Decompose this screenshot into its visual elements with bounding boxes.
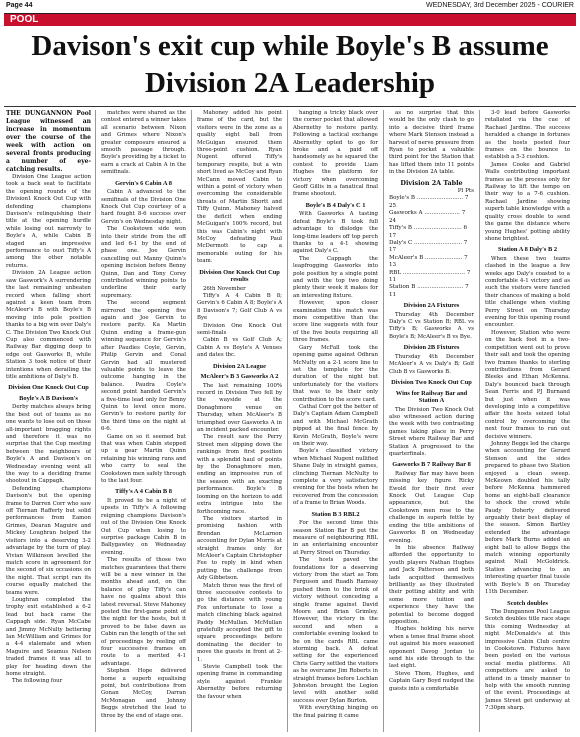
paragraph: The following four: [12, 678, 63, 685]
column-2: [101, 110, 186, 732]
paragraph: Thursday 4th December Daly's C vs Station B; RBL vs Tiffy's B; Gasworks A vs Boyle's B; McAleer's B vs Bye.: [389, 311, 474, 340]
section-title: POOL: [10, 14, 39, 25]
paragraph: 3-0 lead before Gasworks retaliated via the cue of Rachael Jardine. The success heralded a change in fortunes as the hosts posted four frames on the bounce to establish a 5-3 cushion.: [485, 110, 570, 161]
subheading: Division 2A League: [213, 362, 266, 370]
paragraph: However, upon closer examination this match was more competitive than the score line suggests with four of the five bouts requiring all three frames.: [293, 300, 378, 344]
page-number: Page 44: [6, 2, 33, 9]
table-row: Gasworks A .................... 7 24: [389, 210, 466, 224]
paragraph: Division 2A League action saw Gaswork's A surrendering the last remaining unbeaten record when falling short against a keen team from McAleer's B with Boyle's B moving into pole position thanks to a big win over Daly's C. The Division Two Knock Out Cup also commenced with Railway Bar digging deep to edge out Gasworks B, while Station 3 took notice of their intentions when derailing the title ambitions of Daly's B.: [6, 270, 91, 380]
column-3: [197, 110, 282, 732]
league-table: [389, 180, 474, 300]
paragraph: Loughran completed the trophy exit established a 6-2 lead but back came the Cappagh side. Ryan McCabe and Jimmy McNulty bettering Ian McWilliam and Grimes for a 4-4 stalemate and when Maguire and Seamus Nelson traded frames it was all to play for heading down the home straight.: [6, 596, 91, 677]
subheading: Gervin's 6 Cabin A 8: [115, 179, 172, 187]
subheading: Division One Knock Out Cup: [8, 384, 89, 392]
paragraph: In his absence Railway afforded the opportunity to youth players Nathan Hughes and Jack Patterson and both lads acquitted themselves brilliantly as they illustrated their potting ability and with some more tuition and experience they have the potential to become dogged opposition.: [389, 544, 474, 625]
subheading: Gasworks B 7 Railway Bar 8: [392, 461, 471, 469]
subheading: Station B 3 RBL2: [311, 510, 360, 518]
subheading: Tiffy's A 4 Cabin B 8: [115, 488, 172, 496]
table-row: Tiffy's B ........................... 6 17: [389, 225, 468, 239]
column-6: [485, 110, 570, 732]
paragraph: Railway Bar may have been missing key figure Ricky Ewold for their first ever Knock Out League Cup appearance, but the Cookstown men rose to the challenge in superb fettle by ending the title ambitions of Gasworks B on Wednesday evening.: [389, 470, 474, 544]
paragraph: The second segment mirrored the opening five again and Joe Gervin to restore parity. Ka Martin Quinn ending a frame-gun winning sequence for Gervin's after Paudies Coyle, Gervin, Philip Gervin and Conal Gervin had all mustered valuable points to leave the outcome hanging in the balance. Paudra Coyle's second point handed Gervin's a five-time lead only for Benny Quinn to level once more. Gervin's to restore parity for the third time on the night at 6-6.: [101, 300, 186, 433]
paragraph: Boyle's classified victory when Michael Nugent nullified Shane Daly in straight games, clinching Tiernan McNulty to complete a very satisfactory evening for the hosts when he recovered from the concession of a frame to Brian Woods.: [293, 448, 378, 507]
paragraph: The Dungannon Pool League Scotch doubles title race stage this coming Wednesday at night McDonalds's at this impressive Cabin Club centre in Cookstown. Fixtures have been posted on the various social media platforms. All competitors are asked to attend in a timely manner to help with the smooth running of the event. Proceedings at James Street get underway at 7:30pm sharp.: [485, 609, 570, 712]
paragraph: matches were shared as the contest entered a winner takes all scenario between Nixon and Grimes where Nixon's greater composure ensured a smooth passage through. Boyle's providing by a ticket to earn a crack at Cabin A in the semifinals.: [101, 110, 186, 176]
paragraph: The Division Two Knock Out also witnessed action during the week with two contrasting games taking place in Perry Street where Railway Bar and Station A progressed to the quarterfinals.: [389, 406, 474, 457]
lead-paragraph: THE DUNGANNON Pool League witnessed an increase in momentum over the course of the week with action on several fronts producing a number of eye-catching results.: [6, 110, 91, 173]
paragraph: With Gasworks A tasting defeat Boyle's B took full advantage to dislodge the long-time leaders off top perch thanks to a 4-1 showing against Daly's C.: [293, 211, 378, 255]
paragraph: The results of those two matches guarantees that there will be a new winner in the months ahead and, on the balance of play Tiffy's can have no qualms about this latest reversal. Steve Mahoney posted the first-game point of the night for the hosts, but it proved to be false dawn as Cabin ran the length of the set of proceedings by reeling off four successive frames en route to a merited 4-1 advantage.: [101, 557, 186, 667]
paragraph: The Cookstown side won into their stride from the off and led 6-1 by the end of phase one. Joe Gervin cancelling out Manny Quinn's opening incision before Benny Quinn, Dan and Tony Corey contributed winning points to underline their early supremacy.: [101, 226, 186, 299]
paragraph: Gary McFall took the opening game against Odhran McNulty on a 2-1 score line to set the template for the duration of the night but unfortunately for the visitors that was to be their only contribution to the score card.: [293, 344, 378, 403]
column-rule: [191, 110, 192, 732]
page-header: [4, 0, 576, 14]
subheading: Division 2B Fixtures: [403, 344, 460, 352]
paragraph: Cabin A advanced to the semifinals of the Division One Knock Out Cup courtesy of a hard fought 8-6 success over Gervin's on Wednesday night.: [101, 189, 186, 225]
paragraph: For the second time this season Station Bar B put the measure of neighbouring RBL in an entertaining encounter at Perry Street on Thursday.: [293, 520, 378, 556]
paragraph: 26th November: [203, 285, 246, 292]
paragraph: It proved to be a night of upsets in Tiffy's A following reigning champions Davison's out of the Division One Knock Out Cup when losing to surprise package Cabin B in Ballygawley on Wednesday evening.: [101, 497, 186, 556]
paragraph: Hughes holding his nerve when a tense final frame shoot out against his more seasoned opponent Davog Jordan to send his side through to the last eight.: [389, 626, 474, 670]
paragraph: Division One League action took a back seat to facilitate the opening rounds of the Division1 Knock Out Cup with defending champions Davison's relinquishing their title at the opening hurdle while losing out narrowly to Boyle's A, while Cabin B staged an impressive performance to oust Tiffy's A among the other notable returns.: [6, 174, 91, 269]
paragraph: Thursday 4th December McAleer's A vs Daly's B; Golf Club B vs Gasworks B.: [389, 353, 474, 375]
subheading: Boyle's B 4 Daly's C 1: [305, 201, 366, 209]
paragraph: The hosts paved the foundations for a deserving victory from the start as Tom Ferguson and Ruadh Ramsay pushed them to the brink of victory without conceding a single frame against David Moore and Brian Grimley. However, the victory in the second and when a comfortable evening looked to be on the cards RBL came storming back. A defeat setting for the experienced Chris Garry settled the visitors as he overcame Jim Roberts in straight frames before Lochlan Johnston brought the Legion level with another solid success over Dylan Burton.: [293, 557, 378, 704]
paragraph: Cathal Corr got the better of Daly's Captain Adam Campbell and with Michael McGrath pipped at the final fence by Kevin McGrath, Boyle's were on their way.: [293, 403, 378, 447]
paragraph: Mahoney added his point frame of the card, but the visitors were in the zone as a quality eight ball from McGuigan ensured them three-point cushion. Ryan Nugent offered Tiffy's temporary respite, but a win short lived as McCoy and Ryan McCann moved Cabin to within a point of victory when overcoming the considerable threats of Martin Shortt and Tiffy Quinn. Mahoney halved the deficit when ending McGuigan's 100% record, but this was Cabin's night with McCoy defeating Paul McDermott to cap a memorable outing for his team.: [197, 110, 282, 265]
paragraph: Division One Knock Out semi-finals: [197, 322, 282, 336]
paragraph: Match three was the first of three successive contests to go the distance with young Fox unfortunate to lose a match clinching black against Paddy McMullan. McMullan gratefully accepted the gift to square proceedings before dominating the decider to move the guests in front at 2-1.: [197, 582, 282, 663]
paragraph: The Cappagh the leapfrogging Gasworks into pole position by a single point and with the top two doing plenty their week it makes for an interesting fixture.: [293, 255, 378, 299]
paragraph: Steve Thom, Hughes, and Captain Gary Boyd nudged the guests into a comfortable: [389, 670, 474, 692]
paragraph: James Cooke and Gabriel Walls contributing important frames as the process only for Railway to lift the tempo on their way to a 7-6 cushion. Rachael Jardine showing superb table knowledge with a quality cross double to send the game the distance where young Hughes' potting ability shone brightest.: [485, 161, 570, 242]
section-banner: [4, 14, 576, 26]
table-header: Pl Pts: [457, 188, 474, 195]
article-body: [4, 110, 576, 732]
paragraph: The last remaining 100% record in Division Two fell by the wayside at the Donaghmore venue on Thursday, when McAleer's B triumphed over Gasworks A in an incident packed encounter.: [197, 382, 282, 434]
paragraph: When these two teams clashed in the league a few weeks ago Daly's coasted to a comfortable 4-1 victory and as such the visitors were fancied their chances of making a bold title challenge when visiting Perry Street on Thursday evening for this opening round encounter.: [485, 255, 570, 329]
paragraph: as no surprise that this would be the only clash to go into a decisive third frame where Mark Stenson instead a harvest of nerve pressure from Ryan to pocket a valuable third point for the Station that has lifted them into 11 points in the Division 2A table.: [389, 110, 474, 176]
table-row: RBL ................................... 7 11: [389, 269, 471, 283]
subheading: Wins for Railway Bar and Station A: [395, 389, 468, 404]
subheading: Boyle's A B Davison's: [19, 394, 78, 402]
table-row: Boyle's B .......................... 7 25: [389, 195, 469, 209]
column-rule: [95, 110, 96, 732]
subheading: Station A 8 Daly's B 2: [497, 246, 558, 254]
subheading: Division 2A Fixtures: [403, 302, 460, 310]
paragraph: hanging a tricky black over the corner pocket that allowed Abernethy to restore parity. Following a tactical exchange Abernethy opted to go for broke and a paid off handsomely as he squared the contest to provide Liam Hughes the platform for victory when overcoming Geoff Gillis in a fanatical final frame shootout.: [293, 110, 378, 198]
paragraph: The visitors started in promising fashion with Brendan McLarnon accounting for Dylan Morris at straight frames only for McAleer's Captain Christopher Fee to reply in kind when putting the challenge from Ady Gibbetson.: [197, 515, 282, 582]
table-row: McAleer's B ..................... 7 13: [389, 254, 468, 269]
subheading: Scotch doubles: [507, 599, 548, 607]
paragraph: Defending champions Davison's but the opening frame to Darren Corr who saw off Tiernan Rafferty but solid performances from Eamon Grimes, Dearan Maguire and Mickey Loughran helped the visitors into a deserving 3-2 advantage by the turn of play. Vivian Wilkinson levelled the match score in agreement for the second of six occasions on the night. That script ran its course equally matched the teams were.: [6, 485, 91, 596]
paragraph: Stevie Campbell took the opening frame in commanding style against Frankie Abernethy before returning the favour when: [197, 664, 282, 700]
paragraph: Cabin B vs Golf Club A; Cabin A vs Boyle's A Venues and dates tbc.: [197, 337, 282, 359]
table-title: Division 2A Table: [400, 178, 463, 187]
paragraph: Stephen Hope delivered home a superb equalising point, but contributions from Gonan McCoy, Darran McMonagan and Johnny Beggs stretched the lead to three by the end of stage one.: [101, 668, 186, 719]
paragraph: With everything hinging on the final pairing it came: [293, 705, 378, 719]
column-rule: [287, 110, 288, 732]
subheading: Division One Knock Out Cup results: [199, 268, 280, 284]
subheading: McAleer's B 3 Gasworks A 2: [200, 373, 279, 381]
paragraph: Johnny Beggs led the charge when accounting for Gerard Stenson and the sides prepared to phase two Station enjoyed a clean sweep. McKeown doubled his tally before McKenna hammered home an eight-ball clearance to shock the crowd while Paudy Doherty delivered arguably their best display of the season. Simon Bartley extended the advantage before Mark Burns added an eight ball to allow Beggs the match winning opportunity against Niall McGoldrick. Station advancing to an interesting quarter final tussle with Boyle's B on Thursday 11th December.: [485, 440, 570, 596]
column-rule: [383, 110, 384, 732]
paragraph: However, Station who were on the back foot in a two-competition went out to prove their salt and took the opening two frames thanks to sterling contributions from Gerard Bleeks and Ethan McKenna. Daly's bounced back through Sean Ferris and PJ Burnand but just when it was developing into a competitive affair the hosts seized total control by overcoming the next four frames to run out decisive winners.: [485, 329, 570, 440]
table-row: Daly's C ........................... 7 17: [389, 239, 468, 254]
column-4: [293, 110, 378, 732]
paragraph: Derby matches always bring the best out of teams as no one wants to lose out on those all-important bragging rights and therefore it was no surprise that the Cup meeting between the neighbours of Boyle's A and Davison's on Wednesday evening went all the way to a deciding frame shootout in Cappagh.: [6, 404, 91, 485]
headline: Davison's exit cup while Boyle's B assume Division 2A Leadership: [31, 30, 549, 99]
paragraph: Tiffy's A 4 Cabin B 8; Gervin's 6 Cabin A 8; Boyle's A 8 Davison's 7; Golf Club A vs Bye: [197, 292, 282, 322]
column-1: [6, 110, 91, 732]
divider: [4, 106, 576, 107]
paragraph: Game on so it seemed but that was when Cabin stepped up a gear Martin Quinn retaining his winning runs and who carry to seal the Cookstown men safely through to the last four.: [101, 433, 186, 484]
subheading: Division Two Knock Out Cup: [391, 379, 472, 386]
column-rule: [479, 110, 480, 732]
column-5: [389, 110, 474, 732]
table-row: Station B .......................... 7 11: [389, 284, 469, 298]
paragraph: The result saw the Perry Street men slipping down the rankings from first position with a splendid haul of points by the Donaghmore men, ending an impressive run of the season with an exacting performance. Boyle's B looming on the horizon to add extra intrigue into the forthcoming race.: [197, 434, 282, 515]
issue-date: WEDNESDAY, 3rd December 2025 - COURIER: [426, 2, 574, 9]
